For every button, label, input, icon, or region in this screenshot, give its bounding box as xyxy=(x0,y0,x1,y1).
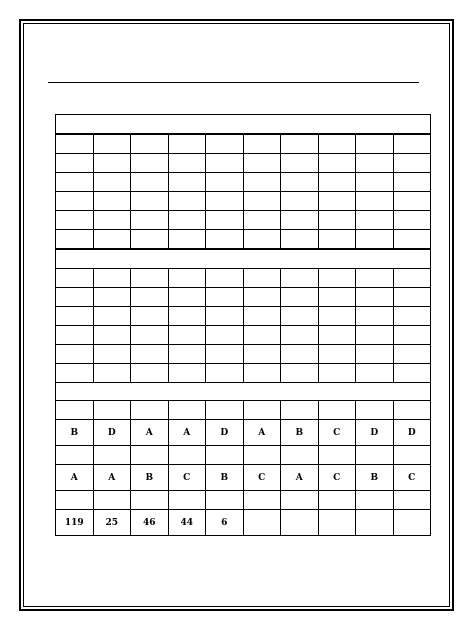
table-row xyxy=(56,288,431,307)
table-cell xyxy=(93,345,131,364)
table-cell xyxy=(206,288,244,307)
table-cell xyxy=(56,211,94,230)
table-cell xyxy=(356,134,394,154)
table-cell xyxy=(318,173,356,192)
table-cell xyxy=(356,173,394,192)
section-header-cell xyxy=(56,249,431,269)
table-cell xyxy=(281,192,319,211)
table-cell xyxy=(93,401,131,420)
table-cell xyxy=(356,230,394,250)
table-cell xyxy=(93,211,131,230)
table-cell xyxy=(281,326,319,345)
table-cell xyxy=(243,269,281,288)
table-cell xyxy=(56,345,94,364)
answer-cell xyxy=(318,510,356,536)
table-row xyxy=(56,307,431,326)
table-cell xyxy=(168,326,206,345)
table-cell xyxy=(131,364,169,383)
answer-cell: C xyxy=(243,465,281,491)
table-cell xyxy=(318,154,356,173)
table-cell xyxy=(356,446,394,465)
answer-cell xyxy=(393,510,431,536)
table-row xyxy=(56,154,431,173)
table-cell xyxy=(168,401,206,420)
table-cell xyxy=(93,364,131,383)
answer-cell: D xyxy=(393,420,431,446)
table-cell xyxy=(243,288,281,307)
table-cell xyxy=(281,173,319,192)
table-cell xyxy=(206,446,244,465)
table-cell xyxy=(206,134,244,154)
table-cell xyxy=(56,401,94,420)
table-cell xyxy=(318,446,356,465)
table-cell xyxy=(206,154,244,173)
table-cell xyxy=(56,326,94,345)
table-cell xyxy=(356,288,394,307)
section-header-cell xyxy=(56,115,431,135)
table-cell xyxy=(131,154,169,173)
table-cell xyxy=(281,491,319,510)
table-cell xyxy=(206,211,244,230)
table-cell xyxy=(56,307,94,326)
table-cell xyxy=(318,401,356,420)
answer-cell: A xyxy=(168,420,206,446)
table-cell xyxy=(56,173,94,192)
table-cell xyxy=(393,154,431,173)
table-cell xyxy=(131,288,169,307)
table-cell xyxy=(93,288,131,307)
table-cell xyxy=(56,154,94,173)
table-cell xyxy=(281,345,319,364)
table-cell xyxy=(168,269,206,288)
table-cell xyxy=(168,154,206,173)
answer-cell: 44 xyxy=(168,510,206,536)
answer-grid xyxy=(55,114,431,536)
table-row xyxy=(56,401,431,420)
table-cell xyxy=(56,364,94,383)
table-cell xyxy=(93,446,131,465)
table-cell xyxy=(243,134,281,154)
table-cell xyxy=(206,173,244,192)
table-cell xyxy=(131,134,169,154)
table-cell xyxy=(168,446,206,465)
table-cell xyxy=(206,192,244,211)
table-cell xyxy=(356,401,394,420)
table-row xyxy=(56,446,431,465)
table-cell xyxy=(206,491,244,510)
table-cell xyxy=(393,173,431,192)
table-cell xyxy=(131,326,169,345)
table-cell xyxy=(243,230,281,250)
table-cell xyxy=(168,491,206,510)
answer-cell: 6 xyxy=(206,510,244,536)
table-cell xyxy=(168,288,206,307)
table-cell xyxy=(206,401,244,420)
table-cell xyxy=(318,134,356,154)
table-cell xyxy=(393,345,431,364)
table-cell xyxy=(131,192,169,211)
table-cell xyxy=(131,211,169,230)
answer-cell xyxy=(281,510,319,536)
answer-row xyxy=(56,420,431,446)
table-cell xyxy=(318,288,356,307)
answer-cell: A xyxy=(281,465,319,491)
table-cell xyxy=(318,211,356,230)
table-cell xyxy=(131,269,169,288)
table-cell xyxy=(281,154,319,173)
answer-cell: A xyxy=(93,465,131,491)
table-cell xyxy=(393,230,431,250)
table-cell xyxy=(93,269,131,288)
answer-cell: D xyxy=(93,420,131,446)
answer-cell: 119 xyxy=(56,510,94,536)
answer-row xyxy=(56,465,431,491)
table-cell xyxy=(356,326,394,345)
table-cell xyxy=(281,307,319,326)
table-cell xyxy=(318,307,356,326)
table-cell xyxy=(56,288,94,307)
table-cell xyxy=(393,134,431,154)
table-cell xyxy=(356,364,394,383)
answer-cell: B xyxy=(56,420,94,446)
table-cell xyxy=(56,491,94,510)
table-cell xyxy=(168,134,206,154)
table-cell xyxy=(281,364,319,383)
table-cell xyxy=(93,192,131,211)
table-cell xyxy=(393,269,431,288)
table-cell xyxy=(318,230,356,250)
table-cell xyxy=(93,307,131,326)
table-cell xyxy=(206,269,244,288)
table-cell xyxy=(356,307,394,326)
table-cell xyxy=(93,230,131,250)
answer-cell: C xyxy=(318,465,356,491)
table-cell xyxy=(56,134,94,154)
answer-cell: A xyxy=(131,420,169,446)
table-cell xyxy=(206,345,244,364)
table-cell xyxy=(131,307,169,326)
table-cell xyxy=(356,154,394,173)
table-cell xyxy=(281,269,319,288)
table-cell xyxy=(243,192,281,211)
table-row xyxy=(56,269,431,288)
table-cell xyxy=(131,173,169,192)
table-cell xyxy=(56,192,94,211)
answer-cell: B xyxy=(281,420,319,446)
table-cell xyxy=(281,446,319,465)
table-cell xyxy=(131,230,169,250)
table-row xyxy=(56,364,431,383)
table-row xyxy=(56,173,431,192)
answer-table xyxy=(55,114,431,536)
table-cell xyxy=(206,364,244,383)
answer-cell: C xyxy=(318,420,356,446)
table-row xyxy=(56,491,431,510)
table-cell xyxy=(206,307,244,326)
table-cell xyxy=(356,269,394,288)
table-cell xyxy=(168,230,206,250)
answer-cell: B xyxy=(131,465,169,491)
table-cell xyxy=(131,345,169,364)
table-cell xyxy=(206,326,244,345)
table-cell xyxy=(393,307,431,326)
table-row xyxy=(56,345,431,364)
table-cell xyxy=(281,211,319,230)
table-cell xyxy=(393,192,431,211)
table-cell xyxy=(93,173,131,192)
table-cell xyxy=(281,230,319,250)
table-cell xyxy=(318,364,356,383)
table-cell xyxy=(318,192,356,211)
section-header-row xyxy=(56,383,431,401)
table-cell xyxy=(93,134,131,154)
table-cell xyxy=(131,491,169,510)
table-cell xyxy=(206,230,244,250)
table-cell xyxy=(356,491,394,510)
table-cell xyxy=(393,401,431,420)
table-cell xyxy=(393,288,431,307)
table-cell xyxy=(393,326,431,345)
answer-cell: C xyxy=(393,465,431,491)
table-cell xyxy=(281,134,319,154)
table-row xyxy=(56,230,431,250)
table-cell xyxy=(243,401,281,420)
answer-row xyxy=(56,510,431,536)
table-row xyxy=(56,326,431,345)
table-cell xyxy=(318,345,356,364)
table-cell xyxy=(93,326,131,345)
section-header-row xyxy=(56,249,431,269)
table-cell xyxy=(356,345,394,364)
table-cell xyxy=(168,173,206,192)
table-cell xyxy=(243,211,281,230)
table-cell xyxy=(243,326,281,345)
answer-cell: 25 xyxy=(93,510,131,536)
answer-cell: B xyxy=(206,465,244,491)
table-cell xyxy=(93,154,131,173)
answer-cell: A xyxy=(56,465,94,491)
answer-cell: C xyxy=(168,465,206,491)
table-cell xyxy=(168,364,206,383)
table-cell xyxy=(281,288,319,307)
table-cell xyxy=(243,307,281,326)
table-cell xyxy=(243,364,281,383)
answer-cell: B xyxy=(356,465,394,491)
section-header-cell xyxy=(56,383,431,401)
table-cell xyxy=(393,211,431,230)
table-cell xyxy=(393,446,431,465)
answer-cell: D xyxy=(356,420,394,446)
table-cell xyxy=(168,192,206,211)
table-row xyxy=(56,211,431,230)
table-cell xyxy=(281,401,319,420)
table-cell xyxy=(168,307,206,326)
table-cell xyxy=(56,446,94,465)
answer-cell xyxy=(356,510,394,536)
table-cell xyxy=(243,154,281,173)
answer-cell: D xyxy=(206,420,244,446)
table-cell xyxy=(318,326,356,345)
table-cell xyxy=(131,401,169,420)
table-cell xyxy=(168,211,206,230)
table-cell xyxy=(318,491,356,510)
answer-cell: 46 xyxy=(131,510,169,536)
table-cell xyxy=(243,345,281,364)
table-cell xyxy=(356,211,394,230)
table-cell xyxy=(356,192,394,211)
table-cell xyxy=(243,173,281,192)
table-cell xyxy=(243,491,281,510)
table-cell xyxy=(131,446,169,465)
section-header-row xyxy=(56,115,431,135)
answer-cell: A xyxy=(243,420,281,446)
table-cell xyxy=(168,345,206,364)
table-cell xyxy=(393,491,431,510)
table-cell xyxy=(393,364,431,383)
table-cell xyxy=(243,446,281,465)
table-row xyxy=(56,134,431,154)
title-rule-line xyxy=(48,82,419,83)
table-cell xyxy=(56,269,94,288)
table-cell xyxy=(93,491,131,510)
table-cell xyxy=(56,230,94,250)
table-row xyxy=(56,192,431,211)
table-cell xyxy=(318,269,356,288)
answer-cell xyxy=(243,510,281,536)
